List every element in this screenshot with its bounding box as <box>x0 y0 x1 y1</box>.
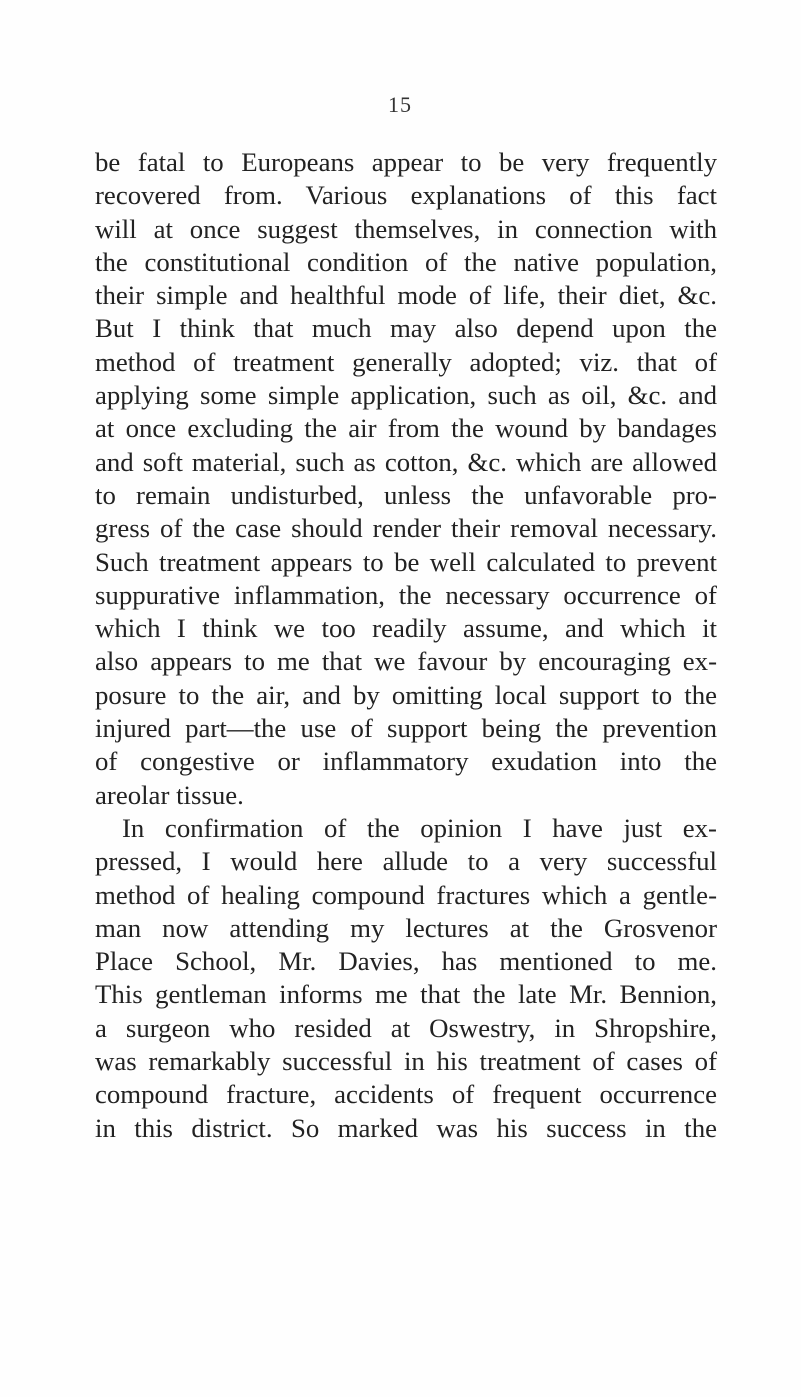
text-line: was remarkably successful in his treatment of cases of <box>95 1046 717 1077</box>
text-line: areolar tissue. <box>95 779 244 810</box>
paragraph-2 <box>95 812 717 1145</box>
text-line: in this district. So marked was his success in the <box>95 1112 717 1143</box>
text-line: which I think we too readily assume, and which it <box>95 613 717 644</box>
text-line: gress of the case should render their removal necessary. <box>95 513 717 544</box>
text-line: man now attending my lectures at the Grosvenor <box>95 912 717 943</box>
text-line: suppurative inflammation, the necessary occurrence of <box>95 579 717 610</box>
text-line: the constitutional condition of the native population, <box>95 246 717 277</box>
text-line: be fatal to Europeans appear to be very frequently <box>95 147 717 177</box>
text-line: method of treatment generally adopted; viz. that of <box>95 346 717 377</box>
text-line: Such treatment appears to be well calculated to prevent <box>95 546 717 577</box>
text-line: also appears to me that we favour by encouraging ex- <box>95 646 717 677</box>
text-line: their simple and healthful mode of life, their diet, &c. <box>95 280 717 311</box>
text-line: recovered from. Various explanations of this fact <box>95 180 717 211</box>
text-line: posure to the air, and by omitting local support to the <box>95 679 717 710</box>
text-line: method of healing compound fractures which a gentle- <box>95 879 717 910</box>
body-text <box>95 146 717 1145</box>
text-line: pressed, I would here allude to a very successful <box>95 846 717 877</box>
text-line: applying some simple application, such as oil, &c. and <box>95 380 717 411</box>
paragraph-1 <box>95 146 717 812</box>
text-line: at once excluding the air from the wound by bandages <box>95 413 717 444</box>
text-line: In confirmation of the opinion I have just ex- <box>122 812 717 843</box>
text-line: Place School, Mr. Davies, has mentioned to me. <box>95 946 717 977</box>
text-line: will at once suggest themselves, in connection with <box>95 213 717 244</box>
text-line: This gentleman informs me that the late Mr. Bennion, <box>95 979 717 1010</box>
text-line: But I think that much may also depend upon the <box>95 313 717 344</box>
page-number: 15 <box>388 92 412 117</box>
text-line: injured part—the use of support being the prevention <box>95 713 717 744</box>
text-line: compound fracture, accidents of frequent occurrence <box>95 1079 717 1110</box>
text-line: to remain undisturbed, unless the unfavorable pro- <box>95 479 717 510</box>
text-line: and soft material, such as cotton, &c. which are allowed <box>95 446 717 477</box>
text-line: of congestive or inflammatory exudation into the <box>95 746 717 777</box>
text-line: a surgeon who resided at Oswestry, in Shropshire, <box>95 1012 717 1043</box>
